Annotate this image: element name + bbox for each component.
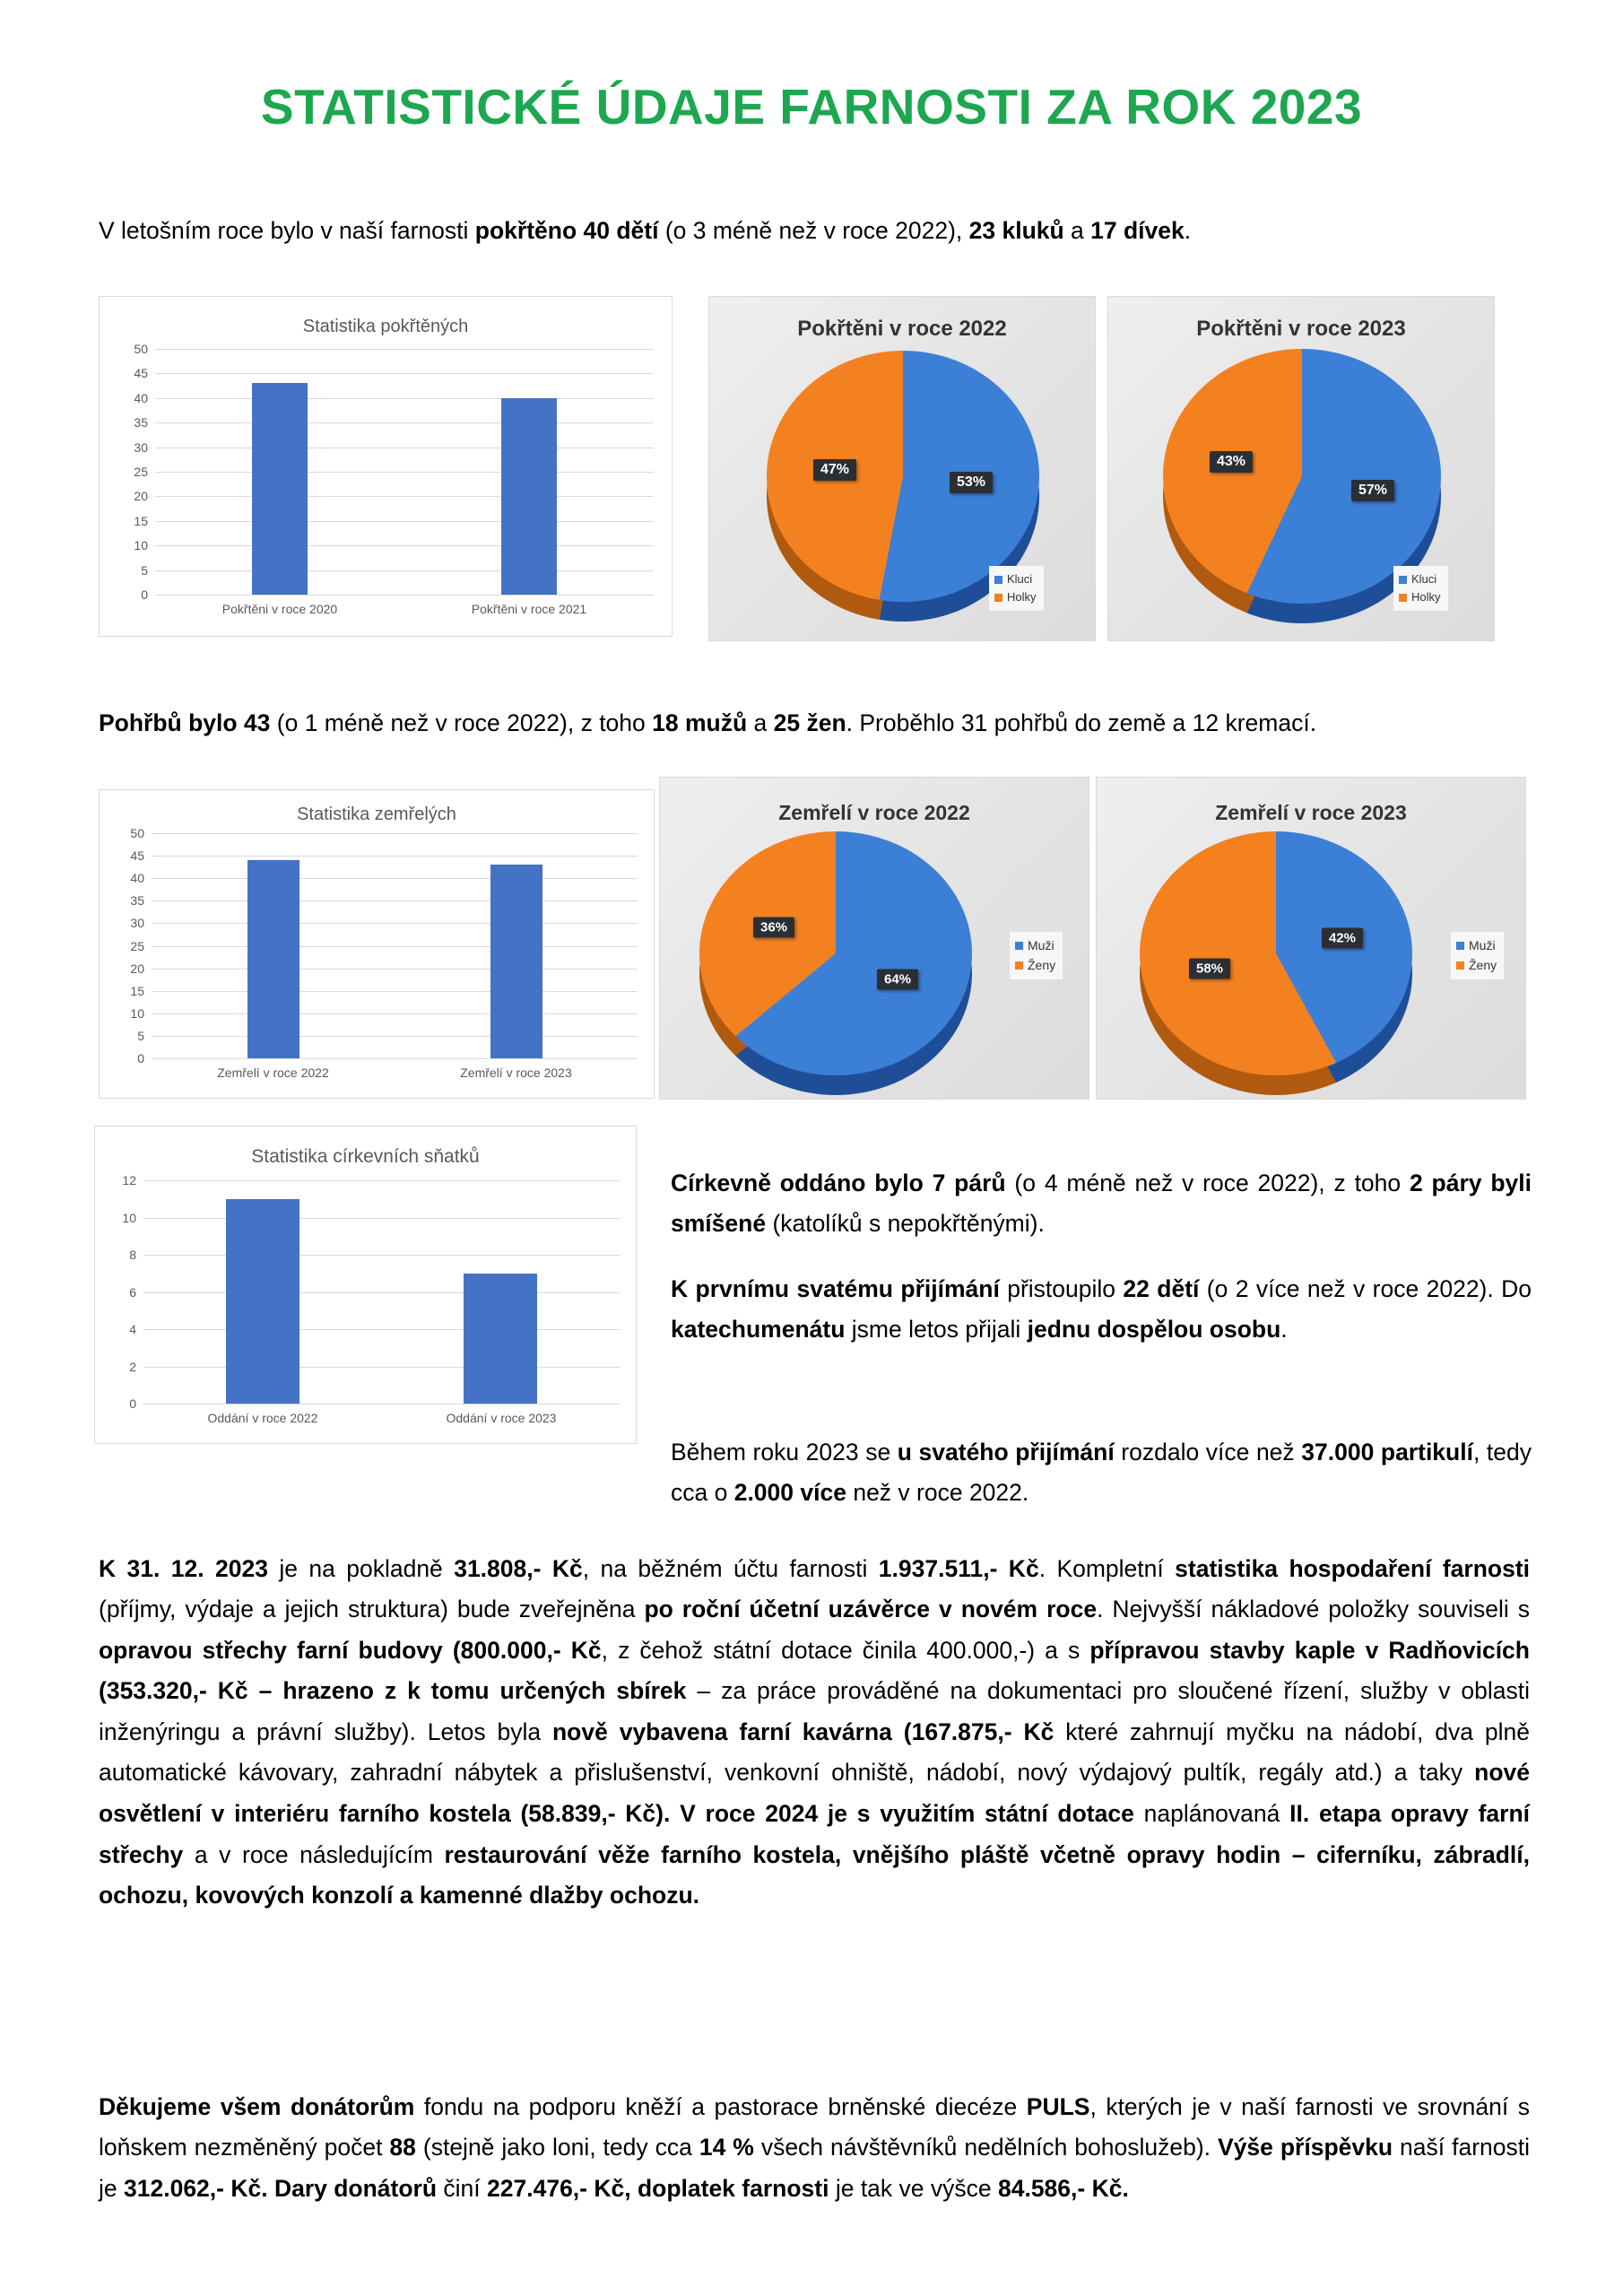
y-axis-tick: 25: [134, 465, 148, 479]
chart-title: Zemřelí v roce 2022: [778, 801, 970, 824]
bar: [490, 865, 542, 1058]
y-axis-tick: 10: [130, 1006, 144, 1021]
y-axis-tick: 45: [134, 366, 148, 380]
x-axis-label: Zemřelí v roce 2022: [217, 1065, 329, 1080]
y-axis-tick: 5: [141, 563, 148, 578]
y-axis-tick: 15: [130, 984, 144, 998]
gridline: [155, 595, 654, 596]
y-axis-tick: 30: [130, 916, 144, 930]
legend-label: Muži: [1028, 938, 1055, 952]
chart-weddings-bar: [94, 1126, 637, 1444]
gridline: [152, 833, 638, 834]
y-axis-tick: 30: [134, 440, 148, 455]
y-axis-tick: 20: [134, 489, 148, 503]
chart-title: Pokřtěni v roce 2023: [1196, 317, 1406, 341]
y-axis-tick: 0: [141, 587, 148, 602]
legend-swatch-icon: [1399, 576, 1407, 584]
legend-label: Ženy: [1028, 957, 1056, 972]
x-axis-label: Oddání v roce 2022: [207, 1411, 318, 1425]
paragraph-communion: K prvnímu svatému přijímání přistoupilo 22 dětí (o 2 více než v roce 2022). Do katechumenátu jsme letos přijali jednu dospělou osobu.: [671, 1274, 1532, 1344]
bar: [501, 398, 557, 595]
gridline: [152, 856, 638, 857]
paragraph-funerals: Pohřbů bylo 43 (o 1 méně než v roce 2022), z toho 18 mužů a 25 žen. Proběhlo 31 pohřbů do země a 12 kremací.: [99, 709, 1317, 736]
paragraph-particles: Během roku 2023 se u svatého přijímání rozdalo více než 37.000 partikulí, tedy cca o 2.000 více než v roce 2022.: [671, 1438, 1532, 1507]
gridline: [152, 1036, 638, 1037]
legend-item: [1015, 956, 1055, 976]
chart-deceased-pie-2022: [659, 777, 1089, 1100]
paragraph-baptism: V letošním roce bylo v naší farnosti pokřtěno 40 dětí (o 3 méně než v roce 2022), 23 kluků a 17 dívek.: [99, 216, 1192, 244]
pie-slices: [1140, 831, 1412, 1075]
bar: [226, 1199, 299, 1404]
chart-title: Statistika zemřelých: [297, 804, 456, 824]
y-axis-tick: 50: [134, 342, 148, 356]
paragraph-thanks: Děkujeme všem donátorům fondu na podporu kněží a pastorace brněnské diecéze PULS, kterých je v naší farnosti ve srovnání s loňskem nezměněný počet 88 (stejně jako loni, tedy cca 14 % všech návštěvníků nedělních bohoslužeb). Výše příspěvku naší farnosti je 312.062,- Kč. Dary donátorů činí 227.476,- Kč, doplatek farnosti je tak ve výšce 84.586,- Kč.: [99, 2092, 1531, 2202]
legend-swatch-icon: [994, 594, 1002, 602]
chart-deceased-pie-2023: [1096, 777, 1526, 1100]
chart-legend: [1451, 932, 1504, 979]
gridline: [155, 521, 654, 522]
legend-swatch-icon: [1399, 594, 1407, 602]
y-axis-tick: 0: [129, 1396, 136, 1411]
gridline: [155, 422, 654, 423]
legend-swatch-icon: [1456, 942, 1464, 950]
legend-item: [994, 570, 1037, 588]
bar: [247, 860, 299, 1058]
y-axis-tick: 40: [134, 391, 148, 405]
legend-label: Muži: [1469, 938, 1496, 952]
bar: [464, 1274, 537, 1404]
pie-slices: [699, 831, 972, 1075]
x-axis-label: Zemřelí v roce 2023: [460, 1065, 572, 1080]
x-axis-label: Pokřtěni v roce 2020: [221, 602, 338, 616]
gridline: [155, 373, 654, 374]
gridline: [155, 570, 654, 571]
y-axis-tick: 35: [130, 893, 144, 908]
y-axis-tick: 2: [129, 1360, 136, 1374]
gridline: [155, 349, 654, 350]
chart-baptized-pie-2022: [708, 296, 1096, 641]
gridline: [152, 900, 638, 901]
legend-swatch-icon: [994, 576, 1002, 584]
legend-label: Ženy: [1469, 957, 1497, 972]
chart-baptized-pie-2023: [1107, 296, 1495, 641]
chart-legend: [1393, 566, 1448, 611]
gridline: [143, 1329, 620, 1330]
gridline: [155, 472, 654, 473]
y-axis-tick: 15: [134, 514, 148, 528]
y-axis-tick: 40: [130, 871, 144, 885]
chart-legend: [989, 566, 1044, 611]
legend-swatch-icon: [1015, 961, 1023, 970]
gridline: [152, 1013, 638, 1014]
legend-item: [1399, 588, 1441, 606]
chart-title: Statistika církevních sňatků: [251, 1146, 480, 1167]
gridline: [155, 398, 654, 399]
pie-value-label: 43%: [1210, 451, 1253, 473]
gridline: [152, 923, 638, 924]
gridline: [143, 1218, 620, 1219]
chart-title: Zemřelí v roce 2023: [1215, 801, 1407, 824]
legend-label: Holky: [1411, 590, 1441, 604]
chart-deceased-bar: [99, 789, 655, 1099]
chart-legend: [1010, 932, 1063, 979]
x-axis-label: Pokřtěni v roce 2021: [471, 602, 587, 616]
gridline: [143, 1180, 620, 1181]
y-axis-tick: 10: [122, 1211, 136, 1225]
gridline: [143, 1367, 620, 1368]
chart-title: Pokřtěni v roce 2022: [797, 317, 1007, 341]
y-axis-tick: 50: [130, 826, 144, 840]
legend-label: Kluci: [1411, 572, 1437, 586]
y-axis-tick: 20: [130, 961, 144, 976]
paragraph-weddings: Církevně oddáno bylo 7 párů (o 4 méně než v roce 2022), z toho 2 páry byli smíšené (katolíků s nepokřtěnými).: [671, 1169, 1532, 1238]
y-axis-tick: 6: [129, 1285, 136, 1300]
gridline: [152, 1058, 638, 1059]
page-title: STATISTICKÉ ÚDAJE FARNOSTI ZA ROK 2023: [260, 78, 1363, 135]
gridline: [152, 878, 638, 879]
legend-label: Kluci: [1007, 572, 1033, 586]
gridline: [155, 496, 654, 497]
legend-swatch-icon: [1015, 942, 1023, 950]
legend-item: [994, 588, 1037, 606]
legend-item: [1399, 570, 1441, 588]
gridline: [143, 1404, 620, 1405]
y-axis-tick: 12: [122, 1173, 136, 1187]
pie-value-label: 42%: [1322, 928, 1363, 949]
legend-item: [1015, 936, 1055, 956]
y-axis-tick: 35: [134, 415, 148, 430]
chart-title: Statistika pokřtěných: [302, 317, 469, 336]
paragraph-finances: K 31. 12. 2023 je na pokladně 31.808,- Kč, na běžném účtu farnosti 1.937.511,- Kč. Kompletní statistika hospodaření farnosti (příjmy, výdaje a jejich struktura) bude zveřejněna po roční účetní uzávěrce v novém roce. Nejvyšší nákladové položky souviseli s opravou střechy farní budovy (800.000,- Kč, z čehož státní dotace činila 400.000,-) a s přípravou stavby kaple v Radňovicích (353.320,- Kč – hrazeno z k tomu určených sbírek – za práce prováděné na dokumentaci pro sloučené řízení, služby v oblasti inženýringu a právní služby). Letos byla nově vybavena farní kavárna (167.875,- Kč které zahrnují myčku na nádobí, dva plně automatické kávovary, zahradní nábytek a přislušenství, venkovní ohniště, nádobí, nový výdajový pultík, regály atd.) a taky nové osvětlení v interiéru farního kostela (58.839,- Kč). V roce 2024 je s využitím státní dotace naplánovaná II. etapa opravy farní střechy a v roce následujícím restaurování věže farního kostela, vnějšího pláště včetně opravy hodin – ciferníku, zábradlí, ochozu, kovových konzolí a kamenné dlažby ochozu.: [99, 1554, 1531, 1909]
legend-label: Holky: [1007, 590, 1037, 604]
y-axis-tick: 0: [137, 1051, 144, 1065]
pie-value-label: 64%: [877, 970, 918, 990]
x-axis-label: Oddání v roce 2023: [446, 1411, 557, 1425]
pie-value-label: 58%: [1189, 959, 1230, 979]
chart-baptized-bar: [99, 296, 673, 637]
gridline: [152, 969, 638, 970]
y-axis-tick: 8: [129, 1248, 136, 1262]
gridline: [152, 946, 638, 947]
gridline: [155, 545, 654, 546]
bar: [252, 383, 308, 595]
gridline: [152, 991, 638, 992]
gridline: [143, 1292, 620, 1293]
legend-item: [1456, 956, 1497, 976]
pie-value-label: 57%: [1351, 480, 1394, 501]
gridline: [143, 1255, 620, 1256]
y-axis-tick: 5: [137, 1029, 144, 1043]
pie-value-label: 53%: [950, 472, 993, 493]
y-axis-tick: 10: [134, 538, 148, 552]
pie-value-label: 36%: [753, 918, 794, 938]
y-axis-tick: 4: [129, 1322, 136, 1336]
pie-value-label: 47%: [813, 459, 856, 481]
y-axis-tick: 45: [130, 848, 144, 863]
pie-slices: [767, 351, 1039, 602]
legend-swatch-icon: [1456, 961, 1464, 970]
y-axis-tick: 25: [130, 939, 144, 953]
legend-item: [1456, 936, 1497, 956]
